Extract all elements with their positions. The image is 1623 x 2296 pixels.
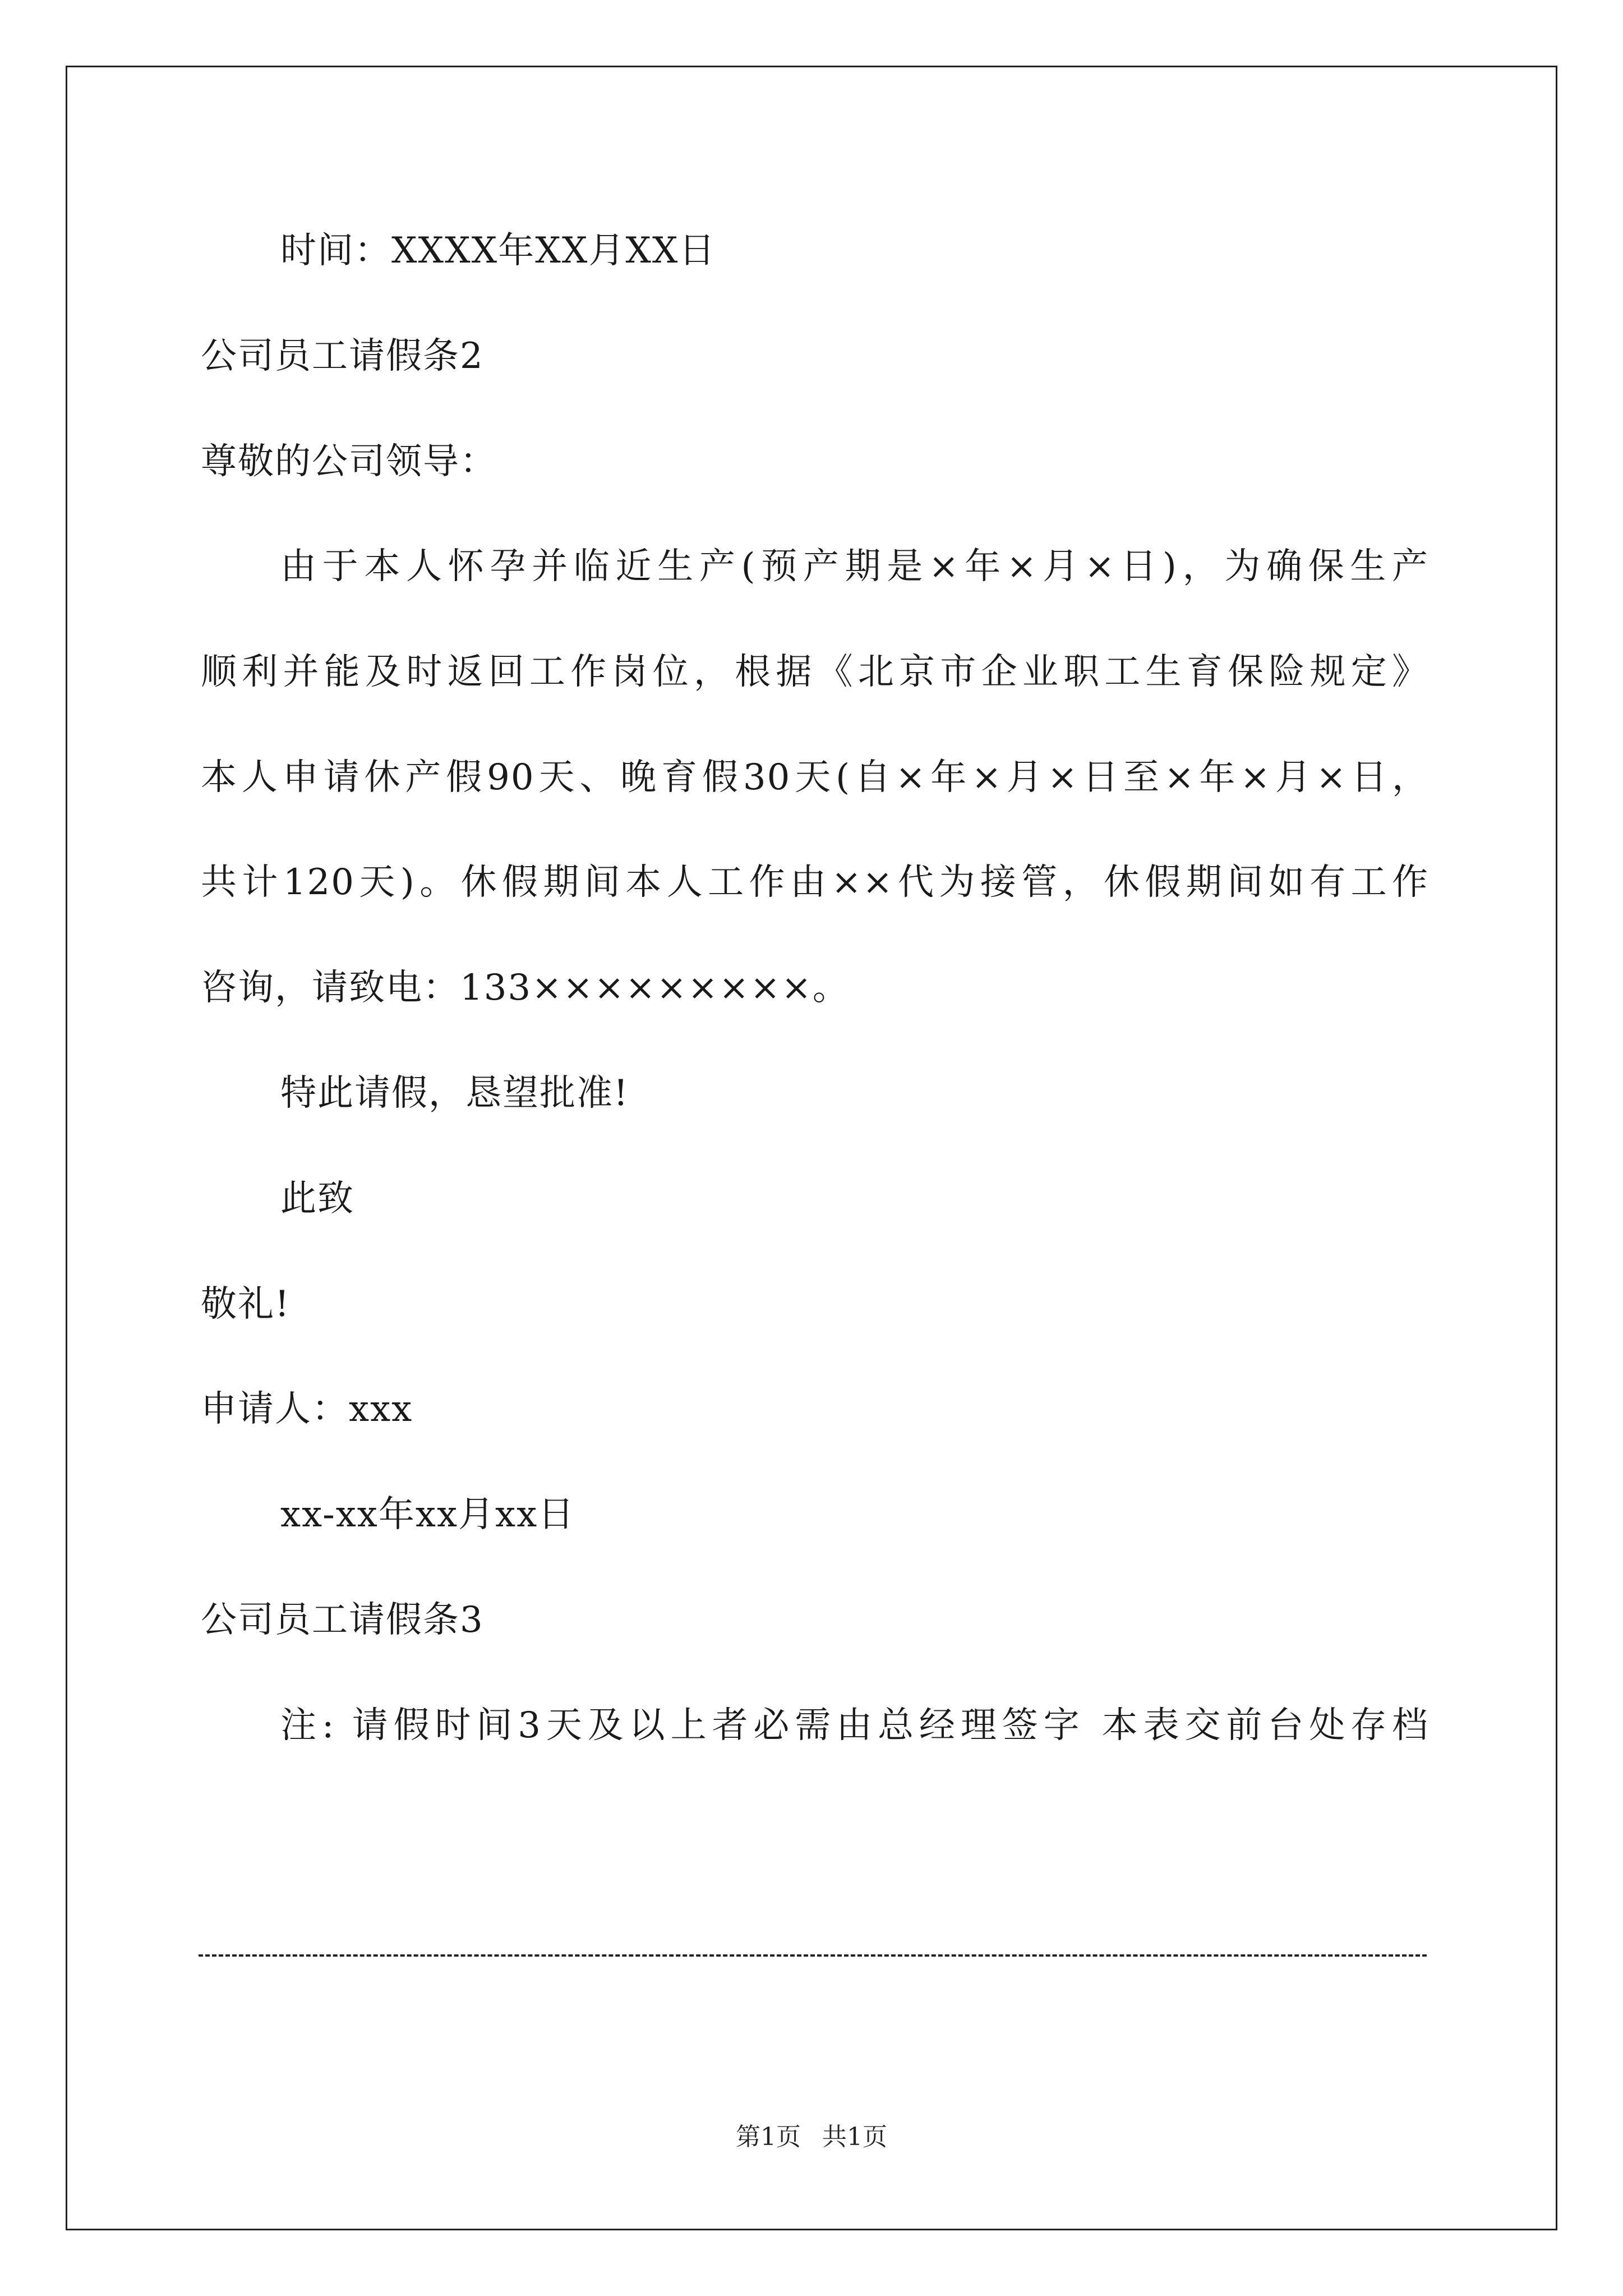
request-approval-text: 特此请假，恳望批准! <box>280 1073 629 1114</box>
body-paragraph-line-4: 共计120天)。休假期间本人工作由××代为接管，休假期间如有工作 <box>201 862 1429 903</box>
closing-text: 此致 <box>280 1178 354 1220</box>
note-line: 注: 请假时间3天及以上者必需由总经理签字 本表交前台处存档 <box>280 1705 1429 1746</box>
section-heading-3: 公司员工请假条3 <box>201 1599 484 1641</box>
section-heading-2: 公司员工请假条2 <box>201 335 484 377</box>
page-number-current: 第1页 <box>736 2123 801 2151</box>
text-line-date: 时间：XXXX年XX月XX日 <box>280 230 716 272</box>
body-paragraph-line-5: 咨询，请致电：133×××××××××。 <box>201 967 850 1009</box>
signature-date: xx-xx年xx月xx日 <box>280 1494 575 1535</box>
body-paragraph-line-2: 顺利并能及时返回工作岗位，根据《北京市企业职工生育保险规定》 <box>201 651 1429 693</box>
page-frame <box>66 66 1557 2230</box>
salutation: 尊敬的公司领导： <box>201 441 497 482</box>
applicant-line: 申请人：xxx <box>201 1388 413 1430</box>
dashed-divider <box>199 1954 1427 1957</box>
page-footer <box>0 2120 1623 2154</box>
body-paragraph-line-1: 由于本人怀孕并临近生产(预产期是×年×月×日)，为确保生产 <box>280 546 1429 587</box>
page-number-total: 共1页 <box>822 2123 887 2151</box>
body-paragraph-line-3: 本人申请休产假90天、晚育假30天(自×年×月×日至×年×月×日， <box>201 757 1429 798</box>
regards-text: 敬礼! <box>201 1283 291 1325</box>
